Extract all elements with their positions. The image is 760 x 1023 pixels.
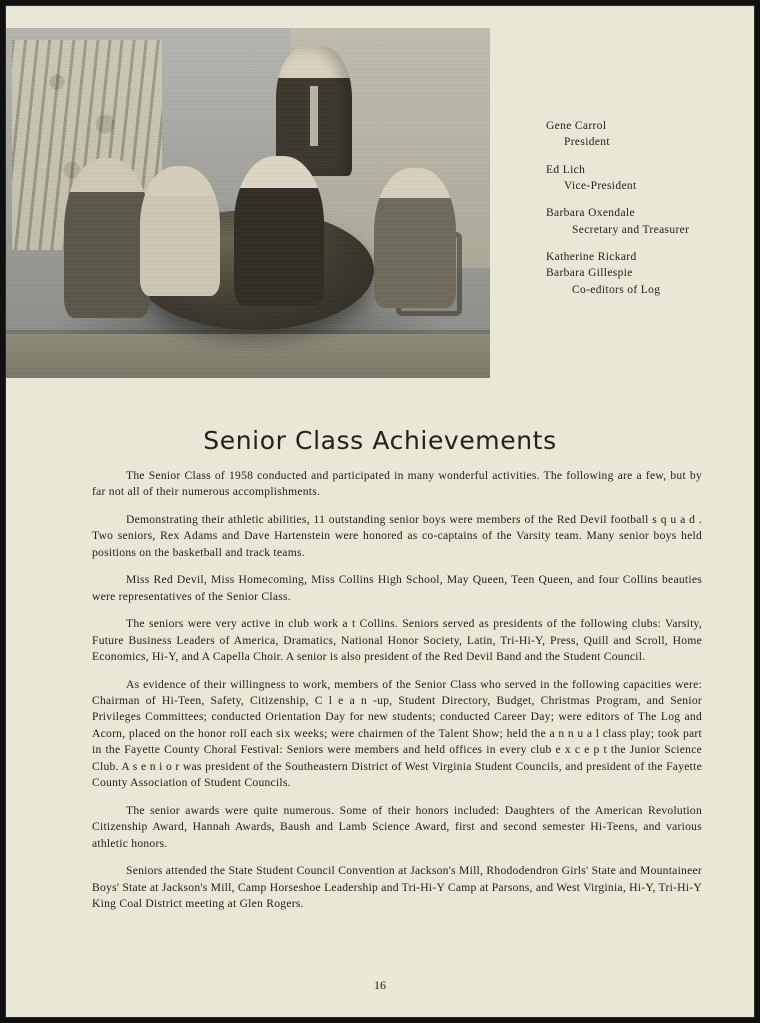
- article-body: [92, 468, 702, 923]
- officer-role: Vice-President: [564, 179, 637, 192]
- yearbook-page: [6, 6, 754, 1017]
- article-paragraph: Miss Red Devil, Miss Homecoming, Miss Collins High School, May Queen, Teen Queen, and four Collins beauties were representatives of the Senior Class.: [92, 573, 702, 603]
- article-paragraph: As evidence of their willingness to work, members of the Senior Class who served in the following capacities were: Chairman of Hi-Teen, Safety, Citizenship, C l e a n -up, Student Directory, Budget, Christmas Program, and Senior Privileges Committees; conducted Orientation Day for new students; conducted Career Day; were editors of The Log and Acorn, placed on the honor roll each six weeks; were chairmen of the Talent Show; held the a n n u a l class play; took part in the Fayette County Choral Festival: Seniors were members and held offices in every club e x c e p t the Junior Science Club. A s e n i o r was president of the Southeastern District of West Virginia Student Councils, and president of the Fayette County Association of Student Councils.: [92, 677, 702, 790]
- officer-name-secondary: Barbara Gillespie: [546, 267, 633, 280]
- officer-name: Ed Lich: [546, 163, 586, 176]
- article-paragraph: The seniors were very active in club work a t Collins. Seniors served as presidents of the following clubs: Varsity, Future Business Leaders of America, Dramatics, National Honor Society, Latin, Tri-Hi-Y, Press, Quill and Scroll, Home Economics, Hi-Y, and A Capella Choir. A senior is also president of the Red Devil Band and the Student Council.: [92, 617, 702, 664]
- article-paragraph: The Senior Class of 1958 conducted and participated in many wonderful activities. The following are a few, but by far not all of their numerous accomplishments.: [92, 469, 702, 499]
- article-paragraph: Demonstrating their athletic abilities, 11 outstanding senior boys were members of the Red Devil football s q u a d . Two seniors, Rex Adams and Dave Hartenstein were honored as co-captains of the Varsity team. Many senior boys held positions on the basketball and track teams.: [92, 512, 702, 559]
- photo-person-left: [64, 158, 150, 318]
- officer-role: President: [564, 136, 610, 149]
- officer-entry: [546, 205, 754, 238]
- photo-floor: [6, 334, 490, 378]
- officer-entry: [546, 162, 754, 195]
- officer-name: Katherine Rickard: [546, 250, 637, 263]
- officer-name: Barbara Oxendale: [546, 207, 635, 220]
- article-paragraph: The senior awards were quite numerous. Some of their honors included: Daughters of the American Revolution Citizenship Award, Hannah Awards, Baush and Lamb Science Award, first and second semester Hi-Teens, and various athletic honors.: [92, 803, 702, 850]
- officers-list: [546, 118, 754, 309]
- officer-entry: [546, 118, 754, 151]
- page-number: 16: [374, 978, 386, 992]
- officer-name: Gene Carrol: [546, 120, 607, 132]
- officer-entry: [546, 249, 754, 298]
- officer-role: Co-editors of Log: [572, 283, 661, 296]
- article-paragraph: Seniors attended the State Student Council Convention at Jackson's Mill, Rhododendron Girls' State and Mountaineer Boys' State at Jackson's Mill, Camp Horseshoe Leadership and Tri-Hi-Y Camp at Parsons, and West Virginia, Hi-Y, Tri-Hi-Y King Coal District meeting at Glen Rogers.: [92, 864, 702, 910]
- photo-person-right: [374, 168, 456, 308]
- senior-class-officers-photo: [6, 28, 490, 378]
- photo-person-left-inner: [140, 166, 220, 296]
- page-title: Senior Class Achievements: [203, 426, 557, 455]
- photo-person-center: [234, 156, 324, 306]
- officer-role: Secretary and Treasurer: [572, 223, 690, 236]
